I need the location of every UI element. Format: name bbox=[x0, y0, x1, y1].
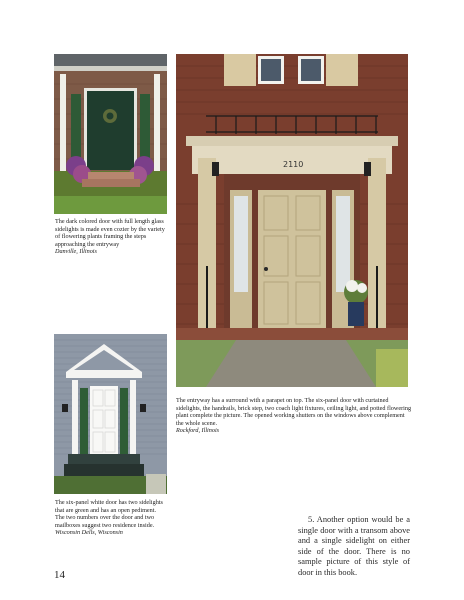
caption-dark-door bbox=[55, 218, 165, 256]
caption-white-door-place: Wisconsin Dells, Wisconsin bbox=[55, 529, 123, 537]
caption-entryway bbox=[176, 397, 412, 435]
caption-white-door-text: The six-panel white door has two sidelights that are green and has an open pediment. The two numbers over the door and two mailboxes suggest two residence inside. bbox=[55, 499, 163, 529]
caption-white-door bbox=[55, 499, 167, 537]
caption-dark-door-place: Danville, Illinois bbox=[55, 248, 97, 256]
page-number: 14 bbox=[54, 569, 65, 581]
house-number-plate: 2110 bbox=[283, 160, 304, 169]
caption-entryway-text: The entryway has a surround with a parapet on top. The six-panel door with curtained sidelights, the handrails, brick step, two coach light fixtures, ceiling light, and potted flowering plant complete the picture. The opened working shutters on the windows above complement the whole scene. bbox=[176, 397, 412, 427]
caption-entryway-place: Rockford, Illinois bbox=[176, 427, 220, 435]
photo-entryway bbox=[176, 54, 408, 387]
photo-white-door bbox=[54, 334, 167, 494]
note-paragraph: 5. Another option would be a single door with a transom above and a single sidelight on either side of the door. There is no sample picture of this style of door in this book. bbox=[298, 515, 410, 577]
photo-dark-door bbox=[54, 54, 167, 214]
caption-dark-door-text: The dark colored door with full length glass sidelights is made even cozier by the variety of flowering plants framing the steps approaching the entryway bbox=[55, 218, 165, 248]
